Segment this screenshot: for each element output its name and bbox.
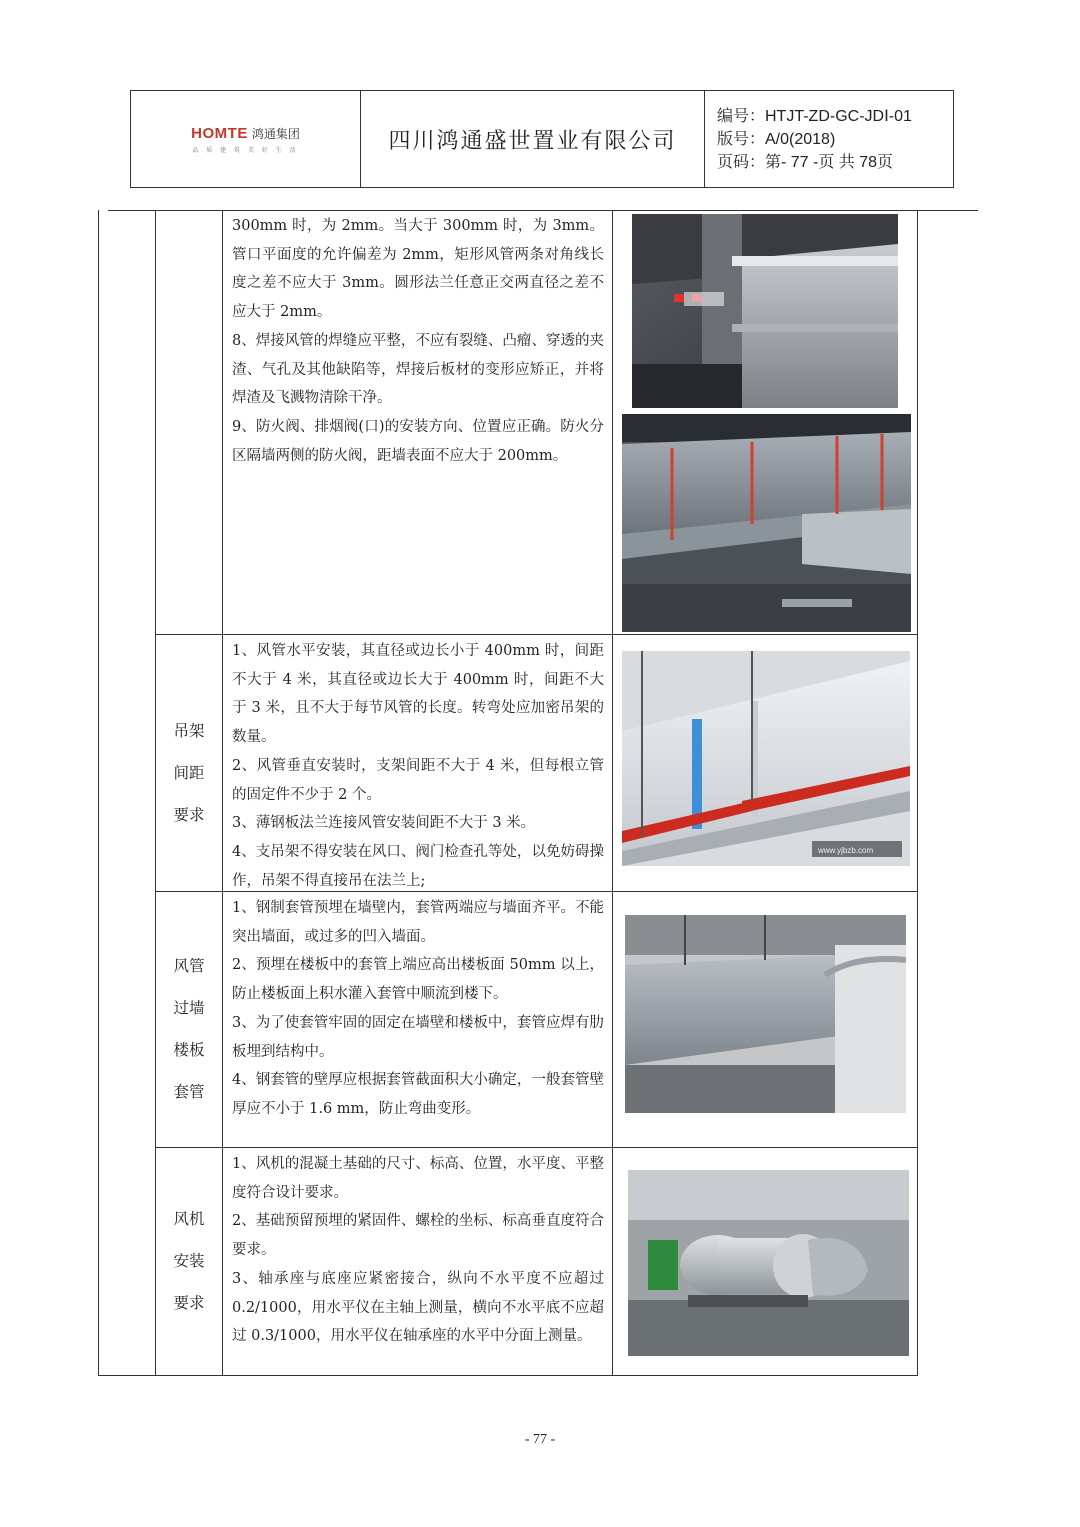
table-divider-2 (222, 210, 223, 1376)
doc-meta (705, 91, 953, 187)
doc-version: 版号：A/0(2018) (717, 131, 836, 148)
table-border-left (98, 210, 99, 1376)
label-line: 吊架 (173, 722, 205, 740)
company-name: 四川鸿通盛世置业有限公司 (361, 91, 705, 187)
paragraph: 3、轴承座与底座应紧密接合，纵向不水平度不应超过 0.2/1000，用水平仪在主轴上测量，横向不水平底不应超过 0.3/1000，用水平仪在轴承座的水平中分面上测量。 (232, 1270, 604, 1345)
company-logo (131, 91, 361, 187)
table-divider-3 (612, 210, 613, 1376)
photo-watermark: www.yjbzb.com (818, 846, 874, 855)
row-divider-1 (155, 634, 918, 635)
row-label-fan (162, 1198, 216, 1324)
row-divider-3 (155, 1147, 918, 1148)
paragraph: 3、薄钢板法兰连接风管安装间距不大于 3 米。 (232, 815, 536, 832)
table-border-right (917, 210, 918, 1376)
paragraph: 1、钢制套管预埋在墙壁内，套管两端应与墙面齐平。不能突出墙面，或过多的凹入墙面。 (232, 900, 604, 945)
paragraph: 2、预埋在楼板中的套管上端应高出楼板面 50mm 以上，防止楼板面上积水灌入套管中顺流到楼下。 (232, 957, 604, 1003)
paragraph: 1、风管水平安装，其直径或边长小于 400mm 时，间距不大于 4 米，其直径或边长大于 400mm 时，间距不大于 3 米，且不大于每节风管的长度。转弯处应加密吊架的数量。 (232, 643, 604, 746)
row-label-sleeve (162, 945, 216, 1113)
label-line: 风机 (173, 1210, 205, 1228)
page-footer: - 77 - (524, 1432, 556, 1447)
paragraph: 8、焊接风管的焊缝应平整，不应有裂缝、凸瘤、穿透的夹渣、气孔及其他缺陷等，焊接后板材的变形应矫正，并将焊渣及飞溅物清除干净。 (232, 332, 604, 407)
label-line: 安装 (173, 1252, 205, 1270)
paragraph: 4、支吊架不得安装在风口、阀门检查孔等处，以免妨碍操作，吊架不得直接吊在法兰上; (232, 843, 604, 889)
logo-cn: 鸿通集团 (251, 126, 300, 141)
table-border-bottom (98, 1375, 918, 1376)
label-line: 套管 (173, 1083, 205, 1101)
photo-fan-installation (628, 1170, 909, 1356)
table-divider-1 (155, 210, 156, 1376)
photo-duct-ceiling (622, 414, 911, 632)
paragraph: 4、钢套管的壁厚应根据套管截面积大小确定，一般套管壁厚应不小于 1.6 mm，防止弯曲变形。 (232, 1072, 604, 1117)
logo-text: HOMTE (191, 124, 248, 142)
label-line: 要求 (173, 1294, 205, 1312)
paragraph: 2、基础预留预埋的紧固件、螺栓的坐标、标高垂直度符合要求。 (232, 1213, 604, 1259)
header-rule (108, 210, 978, 211)
label-line: 风管 (173, 957, 205, 975)
row-text-hanger (232, 637, 604, 895)
row-text-fan (232, 1150, 604, 1351)
logo-slogan: 品 质 建 筑 美 好 生 活 (192, 146, 299, 154)
row-text-sleeve (232, 894, 604, 1124)
document-header (130, 90, 954, 188)
label-line: 间距 (173, 764, 205, 782)
label-line: 过墙 (173, 999, 205, 1017)
doc-page: 页码：第- 77 -页 共 78页 (717, 154, 894, 171)
photo-duct-hangers (622, 651, 910, 866)
paragraph: 9、防火阀、排烟阀(口)的安装方向、位置应正确。防火分区隔墙两侧的防火阀，距墙表面不应大于 200mm。 (232, 418, 604, 464)
row-label-hanger (162, 710, 216, 836)
paragraph: 1、风机的混凝土基础的尺寸、标高、位置，水平度、平整度符合设计要求。 (232, 1156, 604, 1201)
label-line: 要求 (173, 806, 205, 824)
label-line: 楼板 (173, 1041, 205, 1059)
paragraph: 3、为了使套管牢固的固定在墙壁和楼板中，套管应焊有肋板埋到结构中。 (232, 1014, 604, 1060)
row-text-duct (232, 212, 604, 470)
photo-duct-flange (632, 214, 898, 408)
photo-duct-wall-sleeve (625, 915, 906, 1113)
doc-number: 编号：HTJT-ZD-GC-JDⅠ-01 (717, 108, 912, 125)
paragraph: 2、风管垂直安装时，支架间距不大于 4 米，但每根立管的固定件不少于 2 个。 (232, 757, 604, 803)
paragraph: 300mm 时，为 2mm。当大于 300mm 时，为 3mm。管口平面度的允许偏差为 2mm，矩形风管两条对角线长度之差不应大于 3mm。圆形法兰任意正交两直径之差不应大于 2mm。 (232, 218, 604, 321)
